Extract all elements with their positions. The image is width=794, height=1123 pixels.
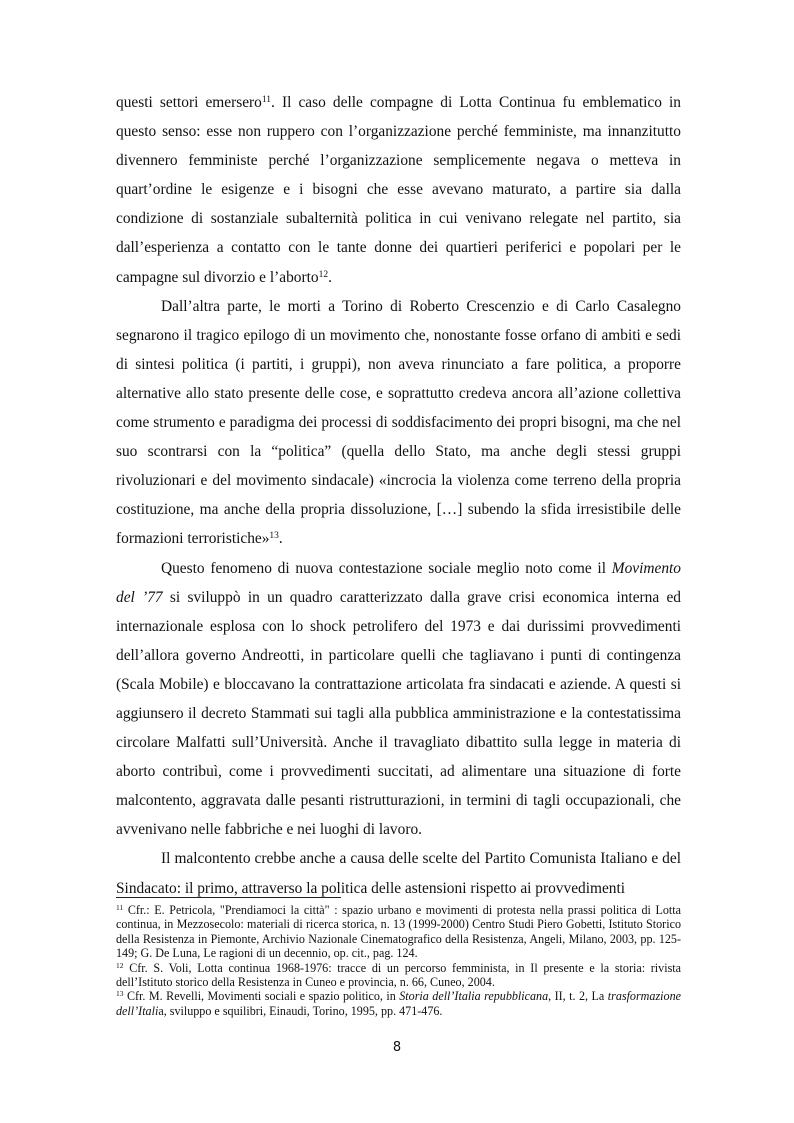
footnotes (116, 903, 681, 1018)
footnote-12: $^{12}$ Cfr. S. Voli, Lotta continua 1968-1976: tracce di un percorso femminista, in Il presente e la storia: rivista dell’Istituto storico della Resistenza in Cuneo e provincia, n. 66, Cuneo, 2004. (116, 960, 681, 990)
paragraph-3: Questo fenomeno di nuova contestazione sociale meglio noto come il Movimento del ’77 si sviluppò in un quadro caratterizzato dalla grave crisi economica interna ed internazionale esplosa con lo shock petrolifero del 1973 e dai durissimi provvedimenti dell’allora governo Andreotti, in particolare quelli che tagliavano i punti di contingenza (Scala Mobile) e bloccavano la contrattazione articolata fra sindacati e aziende. A questi si aggiunsero il decreto Stammati sui tagli alla pubblica amministrazione e la contestatissima circolare Malfatti sull’Università. Anche il travagliato dibattito sulla legge in materia di aborto contribuì, come i provvedimenti succitati, ad alimentare una situazione di forte malcontento, aggravata dalle pesanti ristrutturazioni, in termini di tagli occupazionali, che avvenivano nelle fabbriche e nei luoghi di lavoro. (116, 559, 681, 839)
paragraph-1: questi settori emersero$^{11}$. Il caso delle compagne di Lotta Continua fu emblematico in questo senso: esse non ruppero con l’organizzazione perché femministe, ma innanzitutto divennero femministe perché l’organizzazione semplicemente negava o metteva in quart’ordine le esigenze e i bisogni che esse avevano maturato, a partire sia dalla condizione di sostanziale subalternità politica in cui venivano relegate nel partito, sia dall’esperienza a contatto con le tante donne dei quartieri periferici e popolari per le campagne sul divorzio e l’aborto$^{12}$. (116, 94, 682, 286)
footnote-ref-11[interactable]: 11 (261, 95, 272, 105)
italic-title: Movimento del ’77 (116, 559, 681, 606)
footnote-ref-13[interactable]: 13 (269, 531, 279, 542)
footnote-11: $^{11}$ Cfr.: E. Petricola, "Prendiamoci la città" : spazio urbano e movimenti di protesta nella prassi politica di Lotta continua, in Mezzosecolo: materiali di ricerca storica, n. 13 (1999-2000) Centro Studi Piero Gobetti, Istituto Storico della Resistenza in Piemonte, Archivio Nazionale Cinematografico della Resistenza, Angeli, Milano, 2003, pp. 125-149; G. De Luna, Le ragioni di un decennio, op. cit., pag. 124. (116, 903, 681, 961)
paragraph-4: Il malcontento crebbe anche a causa delle scelte del Partito Comunista Italiano e del Sindacato: il primo, attraverso la politica delle astensioni rispetto ai provvedimenti (116, 850, 681, 897)
footnote-13: $^{13}$ Cfr. M. Revelli, Movimenti sociali e spazio politico, in Storia dell’Italia repubblicana, II, t. 2, La trasformazione dell’Italia, sviluppo e squilibri, Einaudi, Torino, 1995, pp. 471-476. (116, 989, 681, 1018)
page-number: 8 (392, 1040, 402, 1055)
footnote-divider (116, 897, 341, 898)
main-text (116, 88, 681, 903)
paragraph-2: Dall’altra parte, le morti a Torino di Roberto Crescenzio e di Carlo Casalegno segnarono il tragico epilogo di un movimento che, nonostante fosse orfano di ambiti e sedi di sintesi politica (i partiti, i gruppi), non aveva rinunciato a fare politica, a proporre alternative allo stato presente delle cose, e soprattutto credeva ancora all’azione collettiva come strumento e paradigma dei processi di soddisfacimento dei propri bisogni, ma che nel suo scontrarsi con la “politica” (quella dello Stato, ma anche degli stessi gruppi rivoluzionari e del movimento sindacale) «incrocia la violenza come terreno della propria costituzione, ma anche della propria dissoluzione, […] subendo la sfida irresistibile delle formazioni terroristiche»$^{13}$. (116, 297, 681, 548)
footnote-ref-12[interactable]: 12 (318, 269, 329, 280)
